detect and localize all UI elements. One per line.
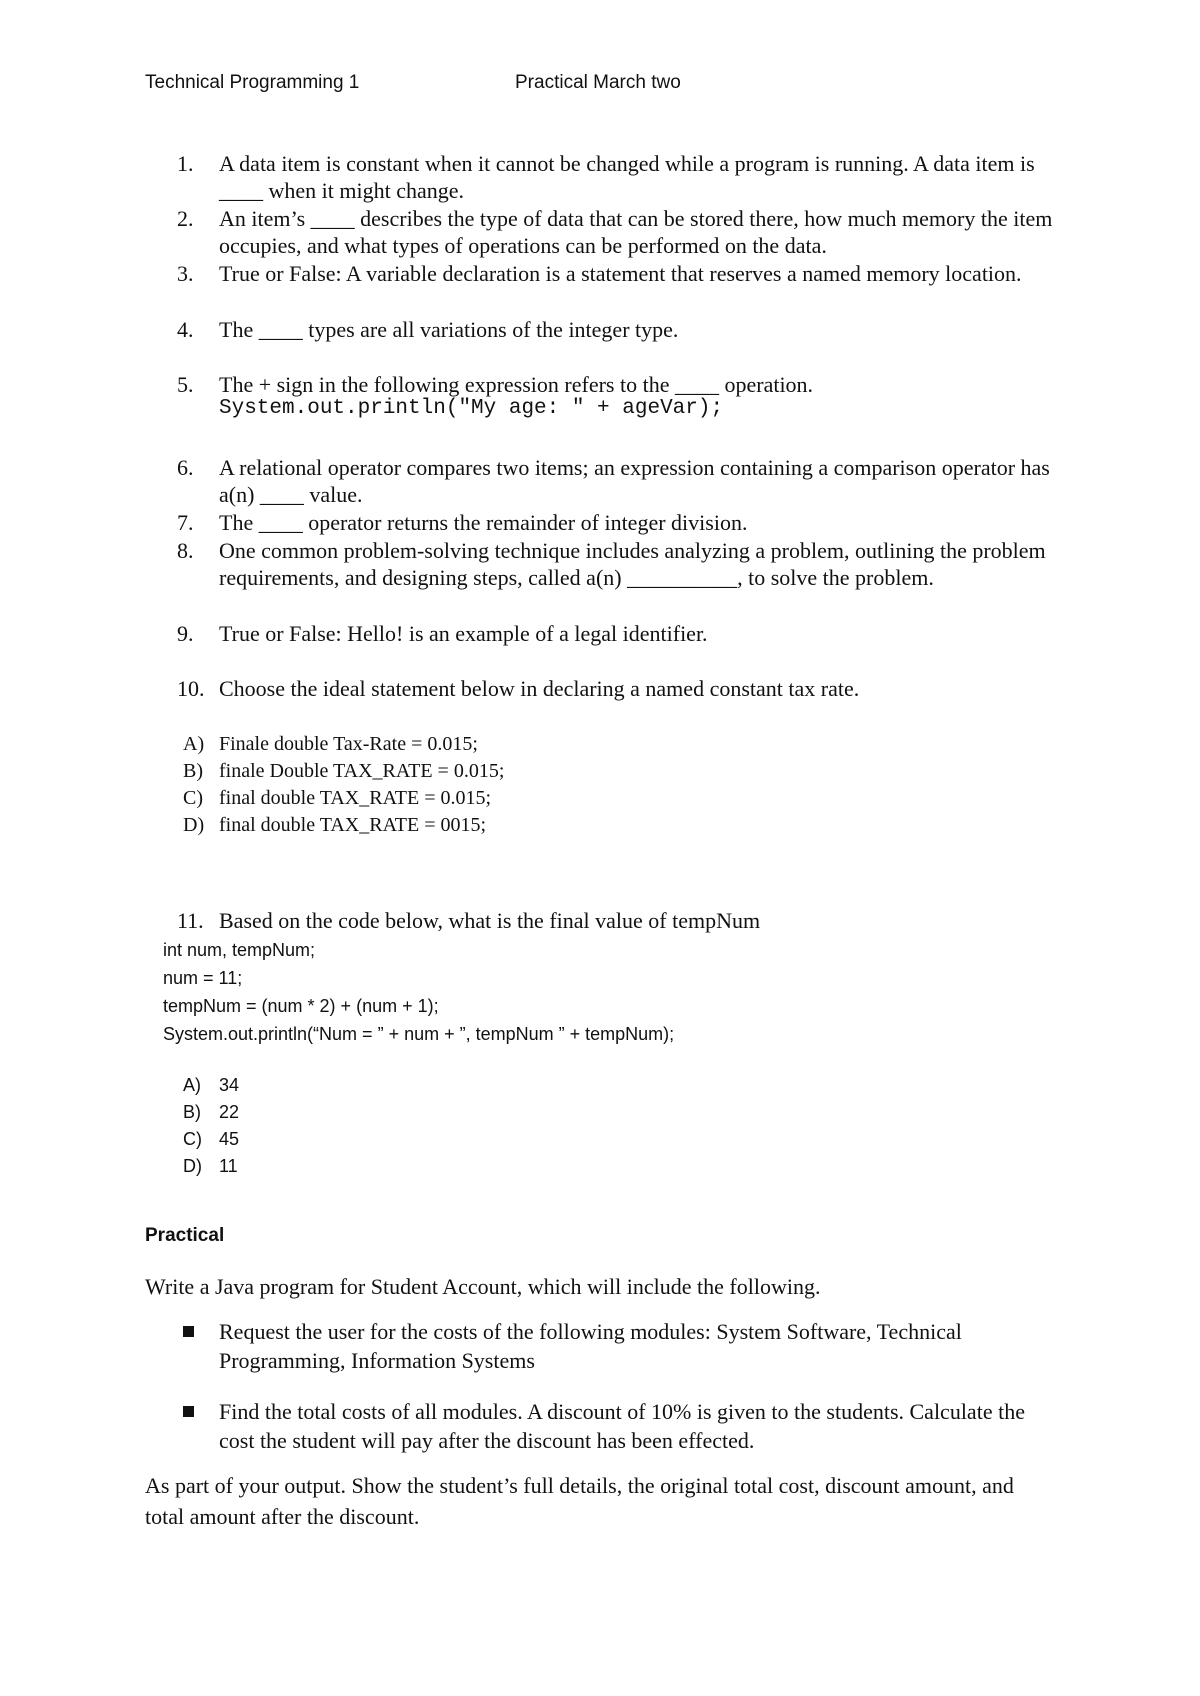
- question-text: One common problem-solving technique includes analyzing a problem, outlining the problem requirements, and designing steps, called a(n) __________, to solve the problem.: [219, 538, 1046, 590]
- option-letter: D): [183, 1156, 202, 1176]
- header-left: Technical Programming 1: [145, 72, 360, 93]
- q11-code-line: tempNum = (num * 2) + (num + 1);: [163, 996, 439, 1016]
- q11-option-c: [183, 1126, 239, 1153]
- question-7: [177, 509, 1077, 536]
- question-number: 9.: [177, 621, 194, 646]
- question-4: [177, 316, 1077, 343]
- option-text: final double TAX_RATE = 0015;: [219, 814, 487, 836]
- q11-option-d: [183, 1153, 238, 1180]
- q10-option-c: [183, 785, 491, 812]
- q11-option-a: [183, 1072, 239, 1099]
- option-text: 45: [219, 1129, 240, 1149]
- option-text: 11: [219, 1156, 238, 1176]
- question-3: [177, 260, 1077, 287]
- square-bullet-icon: [183, 1326, 194, 1337]
- question-11: [177, 907, 1077, 934]
- question-number: 2.: [177, 206, 194, 231]
- question-number: 11.: [177, 908, 204, 933]
- question-text: True or False: Hello! is an example of a legal identifier.: [219, 621, 708, 646]
- question-text: A data item is constant when it cannot be changed while a program is running. A data item is ____ when it might change.: [219, 151, 1035, 203]
- q11-code-line: num = 11;: [163, 968, 243, 988]
- question-10: [177, 675, 1077, 702]
- practical-outro: As part of your output. Show the student’s full details, the original total cost, discount amount, and total amount after the discount.: [145, 1473, 1014, 1529]
- option-text: 22: [219, 1102, 240, 1122]
- option-text: Finale double Tax-Rate = 0.015;: [219, 733, 478, 755]
- q10-option-d: [183, 812, 486, 839]
- question-text: True or False: A variable declaration is a statement that reserves a named memory location.: [219, 261, 1022, 286]
- question-text: The ____ operator returns the remainder of integer division.: [219, 510, 748, 535]
- q11-code-line: System.out.println(“Num = ” + num + ”, tempNum ” + tempNum);: [163, 1024, 675, 1044]
- square-bullet-icon: [183, 1406, 194, 1417]
- q11-code-line: int num, tempNum;: [163, 940, 316, 960]
- question-text: A relational operator compares two items; an expression containing a comparison operator has a(n) ____ value.: [219, 455, 1050, 507]
- question-5: [177, 371, 1077, 398]
- q11-option-b: [183, 1099, 239, 1126]
- question-9: [177, 620, 1077, 647]
- bullet-text: Request the user for the costs of the following modules: System Software, Technical Programming, Information Systems: [219, 1319, 962, 1373]
- bullet-text: Find the total costs of all modules. A discount of 10% is given to the students. Calculate the cost the student will pay after the discount has been effected.: [219, 1399, 1025, 1453]
- option-text: 34: [219, 1075, 240, 1095]
- question-5-code: System.out.println("My age: " + ageVar);: [219, 397, 724, 420]
- question-8: [177, 537, 1077, 591]
- option-letter: D): [183, 814, 205, 836]
- question-number: 7.: [177, 510, 194, 535]
- question-number: 8.: [177, 538, 194, 563]
- question-text: Choose the ideal statement below in declaring a named constant tax rate.: [219, 676, 860, 701]
- option-letter: A): [183, 733, 205, 755]
- question-number: 6.: [177, 455, 194, 480]
- question-text: Based on the code below, what is the final value of tempNum: [219, 908, 761, 933]
- option-letter: B): [183, 1102, 201, 1122]
- question-6: [177, 454, 1077, 508]
- q10-option-b: [183, 758, 504, 785]
- practical-bullet: [183, 1397, 1063, 1455]
- question-number: 3.: [177, 261, 194, 286]
- option-letter: C): [183, 1129, 202, 1149]
- question-number: 1.: [177, 151, 194, 176]
- practical-bullet: [183, 1317, 1063, 1375]
- q10-option-a: [183, 731, 478, 758]
- option-letter: B): [183, 760, 203, 782]
- question-2: [177, 205, 1077, 259]
- question-number: 4.: [177, 317, 194, 342]
- question-number: 5.: [177, 372, 194, 397]
- practical-intro: Write a Java program for Student Account, which will include the following.: [145, 1274, 821, 1299]
- option-letter: A): [183, 1075, 201, 1095]
- practical-heading: Practical: [145, 1225, 225, 1246]
- option-letter: C): [183, 787, 203, 809]
- option-text: final double TAX_RATE = 0.015;: [219, 787, 492, 809]
- question-text: The + sign in the following expression refers to the ____ operation.: [219, 372, 814, 397]
- question-1: [177, 150, 1077, 204]
- question-number: 10.: [177, 676, 205, 701]
- option-text: finale Double TAX_RATE = 0.015;: [219, 760, 505, 782]
- header-right: Practical March two: [515, 72, 681, 93]
- question-text: The ____ types are all variations of the integer type.: [219, 317, 679, 342]
- question-text: An item’s ____ describes the type of data that can be stored there, how much memory the item occupies, and what types of operations can be performed on the data.: [219, 206, 1053, 258]
